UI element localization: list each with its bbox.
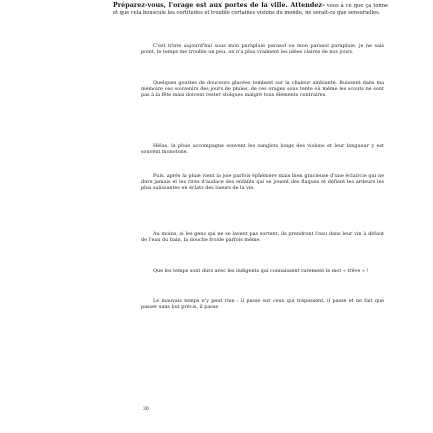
paragraph-2: Quelques gouttes de douceurs glacées tombent sur la chaleur ambiante. Ruissent dans ma mémoire ces souvenirs des jours de pluies, de ces orages sous tente où même les scouts ne sont pas à la fête mais doivent rester stoïques malgré tous éléments contraires.	[141, 80, 384, 99]
paragraph-3: Hélas, la pluie accompagne souvent les sanglots longs des violons et leur langueur y est souvent monotone.	[141, 143, 384, 156]
paragraph-6: Que les temps sont durs avec les indigents qui connaissent rarement le mot « trêve » !	[153, 268, 369, 274]
intro-paragraph	[113, 2, 388, 18]
paragraph-7: Le mauvais temps n'y peut rien : il passe sur ceux qui trépassent, il passe et ne fait que passer sans but précis, il passe	[141, 298, 384, 311]
page-number: 30	[143, 407, 149, 412]
paragraph-5: Au moins, si les gens qui ne se lavent pas sortent, ils prendront l'eau dans leur vin à défaut de l'eau du bain, la douche froide parfois même.	[141, 231, 384, 244]
paragraph-1: C'est triste aujourd'hui sous mon parapluie parasol ou mon parasol parapluie, je ne sais point, le temps me trouble un peu, on n'a plus vraiment les idées claires de nos jours.	[141, 43, 384, 56]
intro-lead: Préparez-vous, l'orage est aux portes de la ville. Attendez-	[113, 1, 325, 9]
paragraph-4: Puis, après la pluie vient la joie parfois éphémère mais bien gracieuse d'une éclaircie qui ne dure jamais et les rires d'audace des enfants qui se jouent des flaques et défient les ardeurs les plus salissantes en éclats des lueurs de la vie.	[141, 173, 384, 192]
intro-text: vous à ce que ça tonne et que cela bouscule les certitudes et trouble certaines visions du monde, ne serait-ce que sensorielles.	[113, 3, 388, 17]
